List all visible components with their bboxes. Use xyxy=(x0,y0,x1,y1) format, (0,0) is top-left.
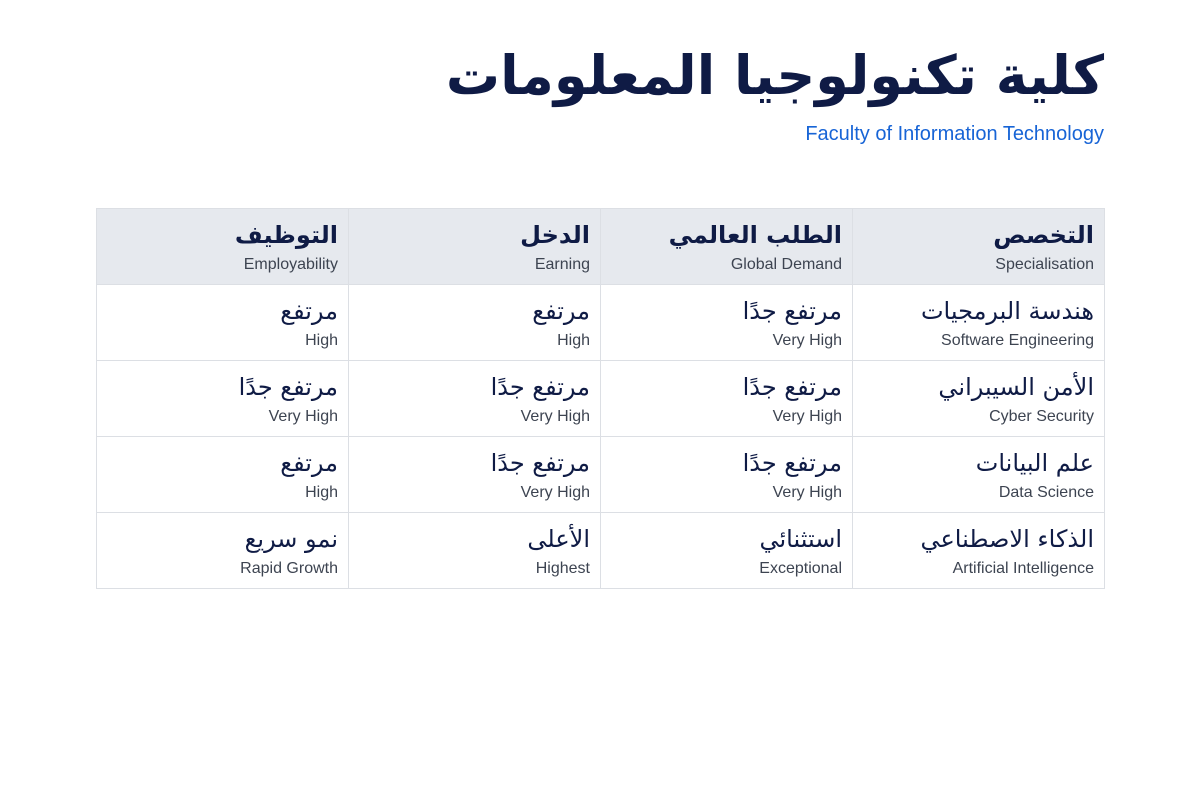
header-specialisation xyxy=(853,209,1105,285)
table-cell xyxy=(349,437,601,513)
table-cell xyxy=(601,285,853,361)
cell-ar: هندسة البرمجيات xyxy=(920,297,1094,325)
table-cell xyxy=(349,513,601,589)
header-label-en: Specialisation xyxy=(995,256,1094,273)
table-cell xyxy=(853,285,1105,361)
specialisation-table xyxy=(96,208,1105,589)
page-subtitle: Faculty of Information Technology xyxy=(805,123,1104,145)
cell-ar: علم البيانات xyxy=(975,449,1094,477)
table-cell xyxy=(853,513,1105,589)
cell-ar: استثنائي xyxy=(759,525,842,553)
page-title: كلية تكنولوجيا المعلومات xyxy=(445,44,1104,107)
header-label-en: Employability xyxy=(243,256,338,273)
cell-ar: الأعلى xyxy=(527,525,590,553)
cell-ar: مرتفع جدًا xyxy=(742,297,842,325)
cell-en: Artificial Intelligence xyxy=(952,560,1094,577)
table-cell xyxy=(349,285,601,361)
table-cell xyxy=(97,361,349,437)
table-row xyxy=(97,437,1105,513)
table-cell xyxy=(349,361,601,437)
table-row xyxy=(97,285,1105,361)
cell-ar: الذكاء الاصطناعي xyxy=(920,525,1094,553)
cell-ar: مرتفع جدًا xyxy=(238,373,338,401)
cell-ar: الأمن السيبراني xyxy=(938,373,1094,401)
cell-en: High xyxy=(557,332,590,349)
cell-en: Very High xyxy=(772,408,842,425)
table-cell xyxy=(97,513,349,589)
cell-ar: مرتفع جدًا xyxy=(490,373,590,401)
cell-ar: مرتفع جدًا xyxy=(742,373,842,401)
header-earning xyxy=(349,209,601,285)
table-row xyxy=(97,361,1105,437)
cell-en: Very High xyxy=(772,332,842,349)
table-cell xyxy=(601,361,853,437)
cell-en: High xyxy=(305,332,338,349)
table-cell xyxy=(853,437,1105,513)
header-label-ar: التوظيف xyxy=(234,221,338,249)
cell-en: Highest xyxy=(535,560,590,577)
header-label-en: Earning xyxy=(534,256,590,273)
table-cell xyxy=(97,437,349,513)
cell-en: Rapid Growth xyxy=(240,560,338,577)
table-row xyxy=(97,513,1105,589)
cell-ar: مرتفع xyxy=(532,297,590,325)
cell-ar: نمو سريع xyxy=(244,525,338,553)
cell-en: High xyxy=(305,484,338,501)
cell-ar: مرتفع xyxy=(280,297,338,325)
cell-en: Cyber Security xyxy=(989,408,1094,425)
header-label-ar: الطلب العالمي xyxy=(668,221,842,249)
header-global-demand xyxy=(601,209,853,285)
table-cell xyxy=(97,285,349,361)
header-label-en: Global Demand xyxy=(730,256,842,273)
cell-en: Software Engineering xyxy=(941,332,1094,349)
header-label-ar: التخصص xyxy=(993,221,1094,249)
cell-en: Exceptional xyxy=(759,560,842,577)
table-cell xyxy=(601,513,853,589)
cell-en: Very High xyxy=(520,484,590,501)
table-cell xyxy=(601,437,853,513)
header-label-ar: الدخل xyxy=(520,221,590,249)
cell-en: Very High xyxy=(268,408,338,425)
cell-ar: مرتفع xyxy=(280,449,338,477)
cell-en: Very High xyxy=(772,484,842,501)
table-header-row xyxy=(97,209,1105,285)
cell-en: Data Science xyxy=(998,484,1094,501)
cell-en: Very High xyxy=(520,408,590,425)
table-cell xyxy=(853,361,1105,437)
header-employability xyxy=(97,209,349,285)
cell-ar: مرتفع جدًا xyxy=(742,449,842,477)
cell-ar: مرتفع جدًا xyxy=(490,449,590,477)
